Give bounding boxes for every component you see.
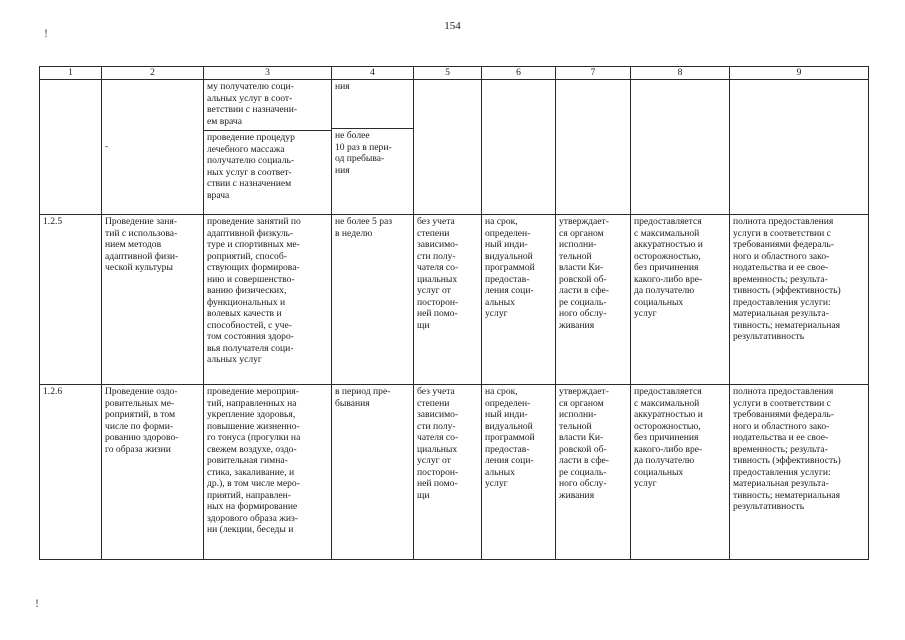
frequency-part-2: не более 10 раз в пери- од пребыва- ния: [332, 128, 413, 176]
cell-number: [40, 80, 102, 215]
table-row: [40, 215, 869, 385]
header-cell: 8: [631, 67, 730, 80]
frequency-part-1: ния: [335, 81, 350, 92]
cell-empty: [556, 80, 631, 215]
cell-description: [204, 80, 332, 215]
cell-empty: [414, 80, 482, 215]
header-cell: 1: [40, 67, 102, 80]
cell-empty: [730, 80, 869, 215]
cell-term: на срок, определен- ный инди- видуальной программой предостав- ления соци- альных услуг: [482, 215, 556, 385]
margin-mark-top: !: [44, 26, 48, 40]
cell-term: на срок, определен- ный инди- видуальной программой предостав- ления соци- альных услуг: [482, 385, 556, 560]
cell-empty: [482, 80, 556, 215]
page-number: 154: [444, 20, 461, 32]
cell-empty: [631, 80, 730, 215]
cell-conditions: предоставляется с максимальной аккуратностью и осторожностью, без причинения какого-либо вре- да получателю социальных услуг: [631, 215, 730, 385]
cell-number: 1.2.5: [40, 215, 102, 385]
cell-authority: утверждает- ся органом исполни- тельной власти Ки- ровской об- ласти в сфе- ре социаль- ного обслу- живания: [556, 385, 631, 560]
description-part-2: проведение процедур лечебного массажа получателю социаль- ных услуг в соответ- ствии с назначением врача: [204, 130, 331, 201]
header-cell: 9: [730, 67, 869, 80]
cell-description: проведение занятий по адаптивной физкуль- туре и спортивных ме- роприятий, способ- ствующих формирова- нию и совершенство- ванию физических, функциональных и волевых качеств и способностей, с уче- том состояния здоро- вья получателя соци- альных услуг: [204, 215, 332, 385]
cell-quality: полнота предоставления услуги в соответствии с требованиями федераль- ного и областного зако- нодательства и ее свое- временность; результа- тивность (эффективность) предоставления услуги: материальная результа- тивность; нематериальная результативность: [730, 385, 869, 560]
cell-dependency: без учета степени зависимо- сти полу- чателя со- циальных услуг от посторон- ней помо- щи: [414, 215, 482, 385]
cell-authority: утверждает- ся органом исполни- тельной власти Ки- ровской об- ласти в сфе- ре социаль- ного обслу- живания: [556, 215, 631, 385]
cell-frequency: в период пре- бывания: [332, 385, 414, 560]
header-row: [40, 67, 869, 80]
cell-frequency: не более 5 раз в неделю: [332, 215, 414, 385]
table-row-continuation: [40, 80, 869, 215]
header-cell: 5: [414, 67, 482, 80]
cell-service-name: Проведение заня- тий с использова- нием методов адаптивной физи- ческой культуры: [102, 215, 204, 385]
description-part-1: му получателю соци- альных услуг в соот- ветствии с назначени- ем врача: [207, 81, 298, 127]
cell-dependency: без учета степени зависимо- сти полу- чателя со- циальных услуг от посторон- ней помо- щи: [414, 385, 482, 560]
cell-conditions: предоставляется с максимальной аккуратностью и осторожностью, без причинения какого-либо вре- да получателю социальных услуг: [631, 385, 730, 560]
header-cell: 6: [482, 67, 556, 80]
cell-quality: полнота предоставления услуги в соответствии с требованиями федераль- ного и областного зако- нодательства и ее свое- временность; результа- тивность (эффективность) предоставления услуги: материальная результа- тивность; нематериальная результативность: [730, 215, 869, 385]
services-table: [39, 66, 869, 560]
cell-frequency: [332, 80, 414, 215]
cell-service-name: Проведение оздо- ровительных ме- роприятий, в том числе по форми- рованию здорово- го образа жизни: [102, 385, 204, 560]
cell-description: проведение мероприя- тий, направленных на укрепление здоровья, повышение жизненно- го тонуса (прогулки на свежем воздухе, оздо- ровительная гимна- стика, закаливание, и др.), в том числе меро- приятий, направлен- ных на формирование здорового образа жиз- ни (лекции, беседы и: [204, 385, 332, 560]
margin-mark-bottom: !: [35, 596, 39, 610]
header-cell: 4: [332, 67, 414, 80]
cell-number: 1.2.6: [40, 385, 102, 560]
header-cell: 7: [556, 67, 631, 80]
header-cell: 2: [102, 67, 204, 80]
header-cell: 3: [204, 67, 332, 80]
table-row: [40, 385, 869, 560]
cell-service-name: -: [102, 80, 204, 215]
